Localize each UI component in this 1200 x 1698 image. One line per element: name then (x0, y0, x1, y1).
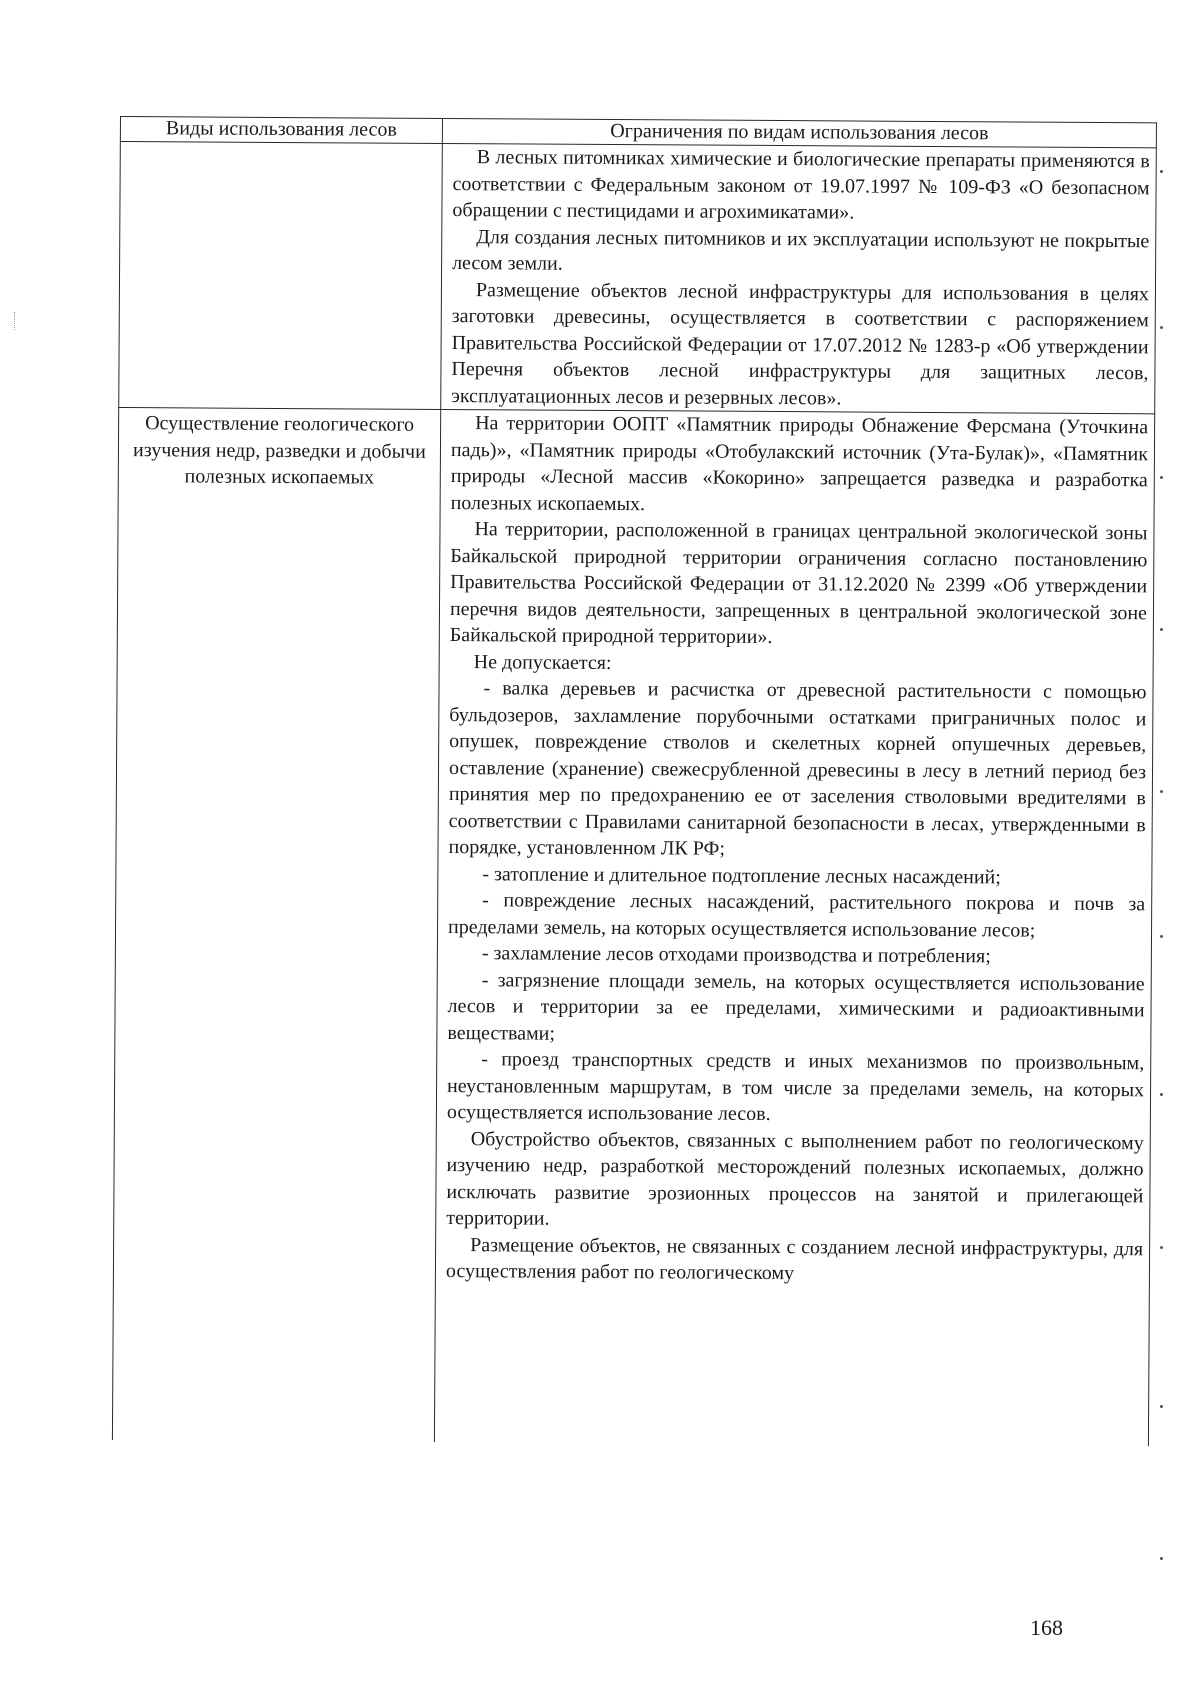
scan-artifact (14, 312, 18, 330)
margin-mark (1160, 476, 1163, 479)
margin-mark (1160, 326, 1163, 329)
header-restrictions: Ограничения по видам использования лесов (442, 118, 1156, 147)
prohibition-item: - повреждение лесных насаждений, растительного покрова и почв за пределами земель, на которых осуществляется использование лесов; (447, 889, 1146, 942)
use-type-cell: Осуществление геологического изучения недр, разведки и добычи полезных ископаемых (112, 407, 440, 1441)
forest-use-restrictions-table (112, 116, 1157, 1446)
use-type-cell (119, 142, 443, 410)
margin-mark (1160, 1557, 1163, 1560)
margin-mark (1160, 170, 1163, 173)
restriction-paragraph: На территории, расположенной в границах центральной экологической зоны Байкальской природной территории ограничения согласно постановлению Правительства Российской Федерации от 31.12.2020 № 2399 «Об утверждении перечня видов деятельности, запрещенных в центральной экологической зоне Байкальской природной территории». (449, 518, 1148, 648)
restriction-paragraph: Обустройство объектов, связанных с выполнением работ по геологическому изучению недр, разработкой месторождений полезных ископаемых, должно исключать развитие эрозионных процессов на занятой и прилегающей территории. (446, 1127, 1144, 1230)
prohibition-item: - захламление лесов отходами производства и потребления; (481, 942, 991, 968)
prohibition-item: - валка деревьев и расчистка от древесной растительности с помощью бульдозеров, захламление порубочными остатками приграничных полос и опушек, повреждение стволов и скелетных корней опушечных деревьев, оставление (хранение) свежесрубленной древесины в лесу в летний период без принятия мер по предохранению ее от заселения стволовыми вредителями в соответствии с Правилами санитарной безопасности в лесах, утвержденными в порядке, установленном ЛК РФ; (448, 677, 1147, 860)
restriction-paragraph: Для создания лесных питомников и их эксплуатации используют не покрытые лесом земли. (452, 225, 1150, 275)
margin-mark (1160, 790, 1163, 793)
restriction-paragraph: Размещение объектов, не связанных с созданием лесной инфраструктуры, для осуществления работ по геологическому (445, 1233, 1144, 1285)
margin-mark (1160, 1246, 1163, 1249)
margin-mark (1160, 1093, 1163, 1096)
restrictions-cell (434, 409, 1154, 1446)
header-use-types: Виды использования лесов (120, 117, 442, 144)
restriction-paragraph: Не допускается: (473, 650, 612, 674)
prohibition-item: - затопление и длительное подтопление лесных насаждений; (482, 862, 1001, 888)
restrictions-cell (441, 143, 1157, 413)
restriction-paragraph: На территории ООПТ «Памятник природы Обнажение Ферсмана (Уточкина падь)», «Памятник природы «Отобулакский источник (Ута-Булак)», «Памятник природы «Лесной массив «Кокорино» запрещается разведка и разработка полезных ископаемых. (450, 412, 1149, 515)
margin-mark (1160, 935, 1163, 938)
table-row (119, 142, 1157, 414)
prohibition-item: - проезд транспортных средств и иных механизмов по произвольным, неустановленным маршрутам, в том числе за пределами земель, на которых осуществляется использование лесов. (446, 1048, 1145, 1125)
restriction-paragraph: В лесных питомниках химические и биологические препараты применяются в соответствии с Федеральным законом от 19.07.1997 № 109-ФЗ «О безопасном обращении с пестицидами и агрохимикатами». (452, 146, 1150, 224)
table-row (112, 407, 1154, 1446)
margin-mark (1160, 1405, 1163, 1408)
prohibition-item: - загрязнение площади земель, на которых осуществляется использование лесов и территории за ее пределами, химическими и радиоактивными веществами; (447, 968, 1145, 1045)
page-number: 168 (1030, 1615, 1063, 1640)
restriction-paragraph: Размещение объектов лесной инфраструктуры для использования в целях заготовки древесины, осуществляется в соответствии с распоряжением Правительства Российской Федерации от 17.07.2012 № 1283-р «Об утверждении Перечня объектов лесной инфраструктуры для защитных лесов, эксплуатационных лесов и резервных лесов». (451, 278, 1150, 409)
margin-mark (1160, 628, 1163, 631)
